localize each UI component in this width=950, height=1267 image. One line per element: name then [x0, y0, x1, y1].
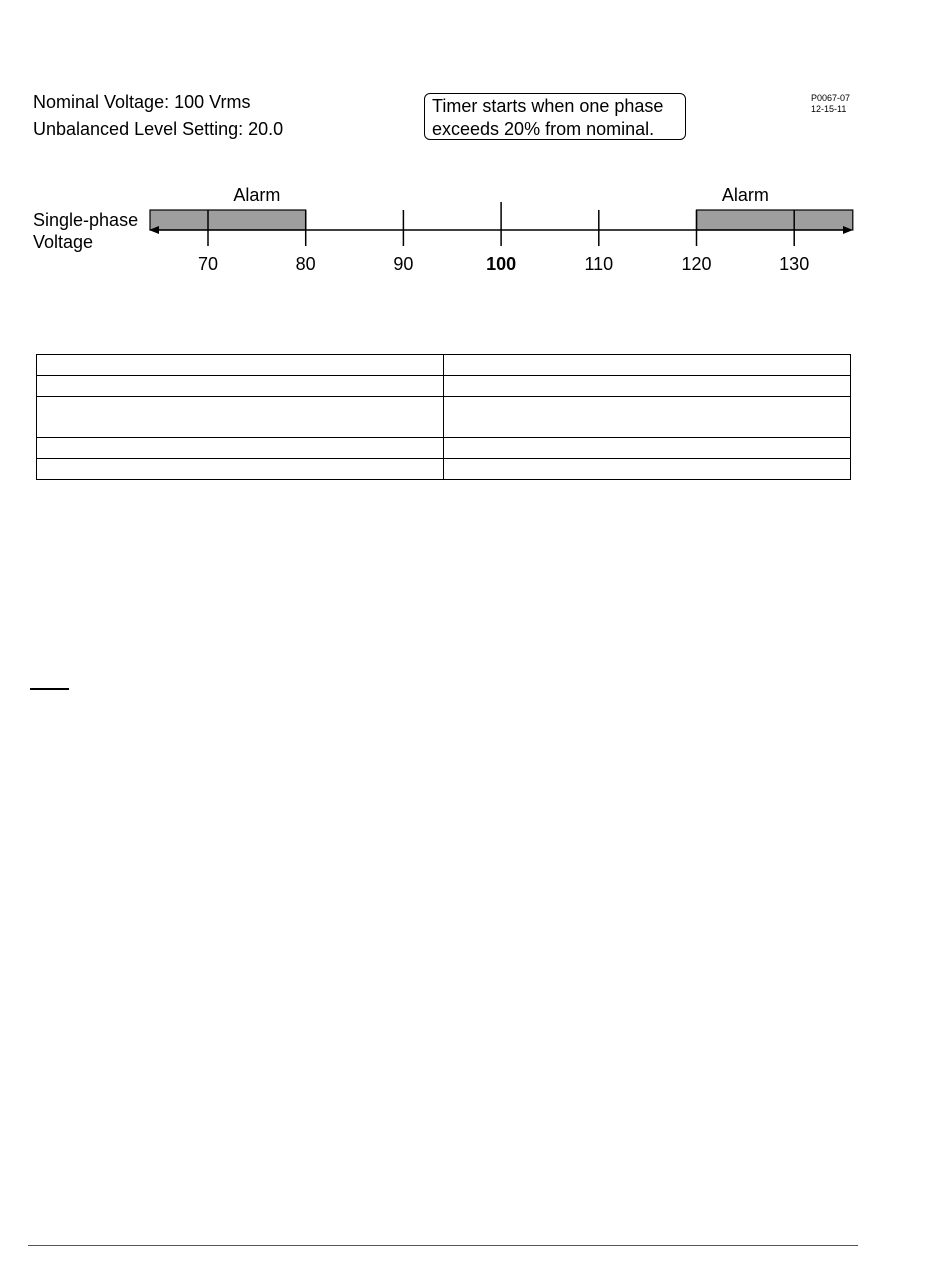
alarm-label-2: Alarm	[721, 185, 769, 205]
voltage-scale-diagram	[0, 0, 950, 300]
tick-label-90: 90	[393, 254, 414, 274]
figure-id: P0067-07	[811, 93, 851, 103]
unbalanced-level-label: Unbalanced Level Setting: 20.0	[33, 119, 284, 139]
table-cell	[37, 376, 444, 397]
figure-date: 12-15-11	[811, 104, 847, 114]
nominal-voltage-label: Nominal Voltage: 100 Vrms	[33, 92, 251, 112]
footer-rule	[28, 1245, 858, 1246]
tick-label-80: 80	[295, 254, 316, 274]
footnote-rule	[30, 688, 69, 690]
alarm-label-1: Alarm	[233, 185, 281, 205]
data-table	[36, 354, 851, 480]
tick-label-110: 110	[584, 254, 614, 274]
table-row	[37, 376, 851, 397]
table-cell	[444, 355, 851, 376]
note-line-2: exceeds 20% from nominal.	[432, 119, 655, 139]
table-cell	[444, 438, 851, 459]
table-row	[37, 355, 851, 376]
axis-label-line-2: Voltage	[33, 232, 94, 252]
tick-label-120: 120	[681, 254, 712, 274]
tick-label-100: 100	[486, 254, 517, 274]
alarm-zone-2	[697, 210, 853, 230]
table-cell	[444, 397, 851, 438]
table-cell	[37, 459, 444, 480]
table-cell	[444, 459, 851, 480]
table-cell	[37, 438, 444, 459]
axis-label-line-1: Single-phase	[33, 210, 139, 230]
table-cell	[37, 355, 444, 376]
table-cell	[444, 376, 851, 397]
table-row	[37, 459, 851, 480]
table-row	[37, 438, 851, 459]
alarm-zone-1	[150, 210, 306, 230]
note-line-1: Timer starts when one phase	[432, 96, 664, 116]
table-cell	[37, 397, 444, 438]
tick-label-70: 70	[197, 254, 219, 274]
tick-label-130: 130	[779, 254, 810, 274]
table-row	[37, 397, 851, 438]
